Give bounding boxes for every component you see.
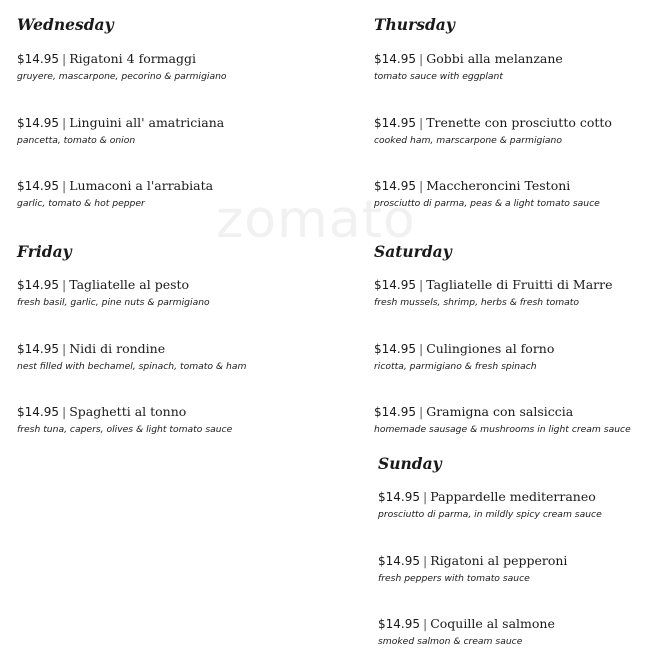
item-description: pancetta, tomato & onion [17, 135, 136, 146]
item-name: Gobbi alla melanzane [426, 51, 563, 66]
item-description: prosciutto di parma, peas & a light tomato sauce [374, 198, 600, 209]
menu-item: $14.95 | Pappardelle mediterraneo prosciutto di parma, in mildly spicy cream sauce [378, 489, 602, 520]
item-name: Rigatoni 4 formaggi [69, 51, 197, 66]
item-name: Maccheroncini Testoni [426, 178, 571, 193]
day-title: Saturday [374, 242, 452, 261]
day-title: Sunday [378, 454, 442, 473]
item-price: $14.95 [378, 554, 420, 568]
item-name: Linguini all' amatriciana [69, 115, 225, 130]
item-name: Rigatoni al pepperoni [430, 553, 568, 568]
item-price: $14.95 [374, 116, 416, 130]
item-description: prosciutto di parma, in mildly spicy cream sauce [378, 509, 602, 520]
day-title: Thursday [374, 15, 455, 34]
item-description: tomato sauce with eggplant [374, 71, 503, 82]
item-price: $14.95 [17, 342, 59, 356]
item-price: $14.95 [374, 342, 416, 356]
zomato-watermark: zomato [216, 190, 416, 250]
item-description: smoked salmon & cream sauce [378, 636, 523, 647]
item-name: Tagliatelle di Fruitti di Marre [426, 277, 613, 292]
day-section-friday [17, 242, 247, 435]
item-description: nest filled with bechamel, spinach, tomato & ham [17, 361, 247, 372]
item-description: fresh basil, garlic, pine nuts & parmigiano [17, 297, 210, 308]
menu-item: $14.95 | Lumaconi a l'arrabiata garlic, tomato & hot pepper [17, 178, 214, 209]
item-name: Coquille al salmone [430, 616, 555, 631]
item-price: $14.95 [17, 405, 59, 419]
menu-item: $14.95 | Rigatoni al pepperoni fresh peppers with tomato sauce [378, 553, 568, 584]
day-section-saturday [374, 242, 631, 435]
item-description: homemade sausage & mushrooms in light cream sauce [374, 424, 631, 435]
day-section-thursday [374, 15, 612, 209]
menu-item: $14.95 | Gramigna con salsiccia homemade sausage & mushrooms in light cream sauce [374, 404, 631, 435]
day-section-wednesday [17, 15, 227, 209]
menu-item: $14.95 | Culingiones al forno ricotta, parmigiano & fresh spinach [374, 341, 555, 372]
item-description: gruyere, mascarpone, pecorino & parmigiano [17, 71, 227, 82]
item-description: fresh mussels, shrimp, herbs & fresh tomato [374, 297, 580, 308]
menu-item: $14.95 | Tagliatelle di Fruitti di Marre fresh mussels, shrimp, herbs & fresh tomato [374, 277, 613, 308]
item-description: fresh tuna, capers, olives & light tomato sauce [17, 424, 233, 435]
item-description: cooked ham, marscarpone & parmigiano [374, 135, 562, 146]
menu-item: $14.95 | Linguini all' amatriciana pancetta, tomato & onion [17, 115, 225, 146]
menu-item: $14.95 | Tagliatelle al pesto fresh basil, garlic, pine nuts & parmigiano [17, 277, 210, 308]
item-price: $14.95 [374, 405, 416, 419]
item-name: Pappardelle mediterraneo [430, 489, 596, 504]
menu-item: $14.95 | Spaghetti al tonno fresh tuna, capers, olives & light tomato sauce [17, 404, 233, 435]
item-description: fresh peppers with tomato sauce [378, 573, 530, 584]
item-price: $14.95 [17, 278, 59, 292]
menu-item: $14.95 | Coquille al salmone smoked salmon & cream sauce [378, 616, 555, 647]
menu-item: $14.95 | Nidi di rondine nest filled with bechamel, spinach, tomato & ham [17, 341, 247, 372]
item-name: Culingiones al forno [426, 341, 555, 356]
item-price: $14.95 [17, 179, 59, 193]
menu-item: $14.95 | Gobbi alla melanzane tomato sauce with eggplant [374, 51, 563, 82]
item-price: $14.95 [378, 617, 420, 631]
item-price: $14.95 [374, 179, 416, 193]
menu-item: $14.95 | Trenette con prosciutto cotto cooked ham, marscarpone & parmigiano [374, 115, 612, 146]
day-title: Friday [17, 242, 72, 261]
item-price: $14.95 [17, 52, 59, 66]
day-section-sunday [378, 454, 602, 647]
item-name: Lumaconi a l'arrabiata [69, 178, 214, 193]
item-name: Gramigna con salsiccia [426, 404, 574, 419]
item-description: garlic, tomato & hot pepper [17, 198, 145, 209]
item-price: $14.95 [374, 278, 416, 292]
item-price: $14.95 [374, 52, 416, 66]
day-title: Wednesday [17, 15, 114, 34]
item-name: Nidi di rondine [69, 341, 166, 356]
item-name: Tagliatelle al pesto [69, 277, 190, 292]
item-price: $14.95 [378, 490, 420, 504]
item-name: Trenette con prosciutto cotto [426, 115, 612, 130]
item-name: Spaghetti al tonno [69, 404, 187, 419]
menu-item: $14.95 | Maccheroncini Testoni prosciutto di parma, peas & a light tomato sauce [374, 178, 600, 209]
item-price: $14.95 [17, 116, 59, 130]
item-description: ricotta, parmigiano & fresh spinach [374, 361, 537, 372]
menu-item: $14.95 | Rigatoni 4 formaggi gruyere, mascarpone, pecorino & parmigiano [17, 51, 227, 82]
